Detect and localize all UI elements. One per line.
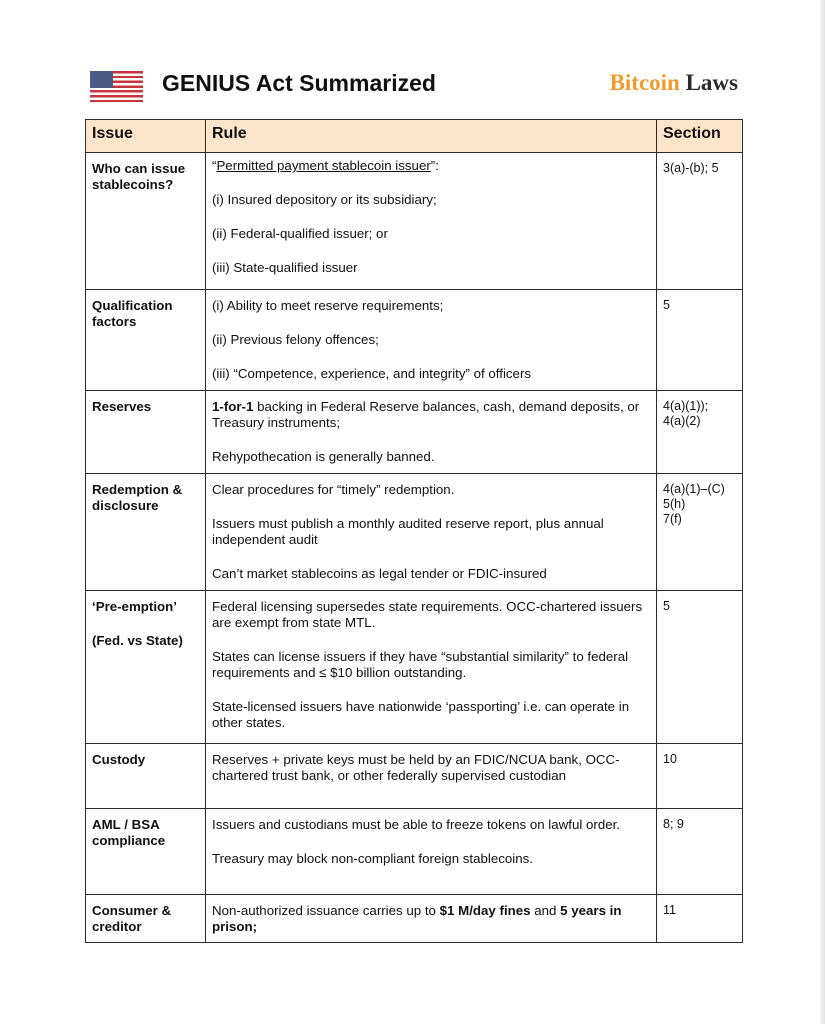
issue-cell: Custody (86, 744, 206, 809)
defined-term: Permitted payment stablecoin issuer (216, 158, 431, 173)
section-cell: 5 (657, 591, 743, 744)
rule-cell: Clear procedures for “timely” redemption. Issuers must publish a monthly audited reserve report, plus annual independent audit Can’t market stablecoins as legal tender or FDIC-insured (206, 474, 657, 591)
section-cell: 4(a)(1)–(C) 5(h) 7(f) (657, 474, 743, 591)
rule-cell: 1-for-1 backing in Federal Reserve balances, cash, demand deposits, or Treasury instruments; Rehypothecation is generally banned. (206, 391, 657, 474)
table-row (86, 591, 743, 744)
brand-logo: Bitcoin Laws (609, 70, 738, 95)
section-cell: 10 (657, 744, 743, 809)
issue-cell: Consumer & creditor (86, 895, 206, 943)
table-row (86, 153, 743, 290)
table-row (86, 290, 743, 391)
column-header-section: Section (657, 120, 743, 153)
table-header-row (86, 120, 743, 153)
section-cell: 11 (657, 895, 743, 943)
table-row (86, 744, 743, 809)
page-title: GENIUS Act Summarized (162, 70, 436, 96)
document-header (90, 68, 738, 102)
column-header-rule: Rule (206, 120, 657, 153)
table-row (86, 391, 743, 474)
page-edge (820, 0, 825, 1024)
issue-cell: Who can issue stablecoins? (86, 153, 206, 290)
rule-cell: Reserves + private keys must be held by an FDIC/NCUA bank, OCC-chartered trust bank, or other federally supervised custodian (206, 744, 657, 809)
issue-cell: Redemption & disclosure (86, 474, 206, 591)
rule-cell: Issuers and custodians must be able to freeze tokens on lawful order. Treasury may block non-compliant foreign stablecoins. (206, 809, 657, 895)
summary-table (85, 119, 743, 943)
section-cell: 4(a)(1)); 4(a)(2) (657, 391, 743, 474)
rule-cell: Federal licensing supersedes state requirements. OCC-chartered issuers are exempt from state MTL. States can license issuers if they have “substantial similarity” to federal requirements and ≤ $10 billion outstanding. State-licensed issuers have nationwide ‘passporting’ i.e. can operate in other states. (206, 591, 657, 744)
issue-cell: AML / BSA compliance (86, 809, 206, 895)
table-row (86, 809, 743, 895)
section-cell: 3(a)-(b); 5 (657, 153, 743, 290)
issue-cell: ‘Pre-emption’ (Fed. vs State) (86, 591, 206, 744)
section-cell: 8; 9 (657, 809, 743, 895)
section-cell: 5 (657, 290, 743, 391)
us-flag-icon (90, 71, 143, 102)
issue-cell: Reserves (86, 391, 206, 474)
table-row (86, 474, 743, 591)
column-header-issue: Issue (86, 120, 206, 153)
rule-cell: (i) Ability to meet reserve requirements; (ii) Previous felony offences; (iii) “Competence, experience, and integrity” of officers (206, 290, 657, 391)
rule-cell: Non-authorized issuance carries up to $1 M/day fines and 5 years in prison; (206, 895, 657, 943)
rule-cell: “Permitted payment stablecoin issuer”: (i) Insured depository or its subsidiary; (ii) Federal-qualified issuer; or (iii) State-qualified issuer (206, 153, 657, 290)
issue-cell: Qualification factors (86, 290, 206, 391)
table-row (86, 895, 743, 943)
